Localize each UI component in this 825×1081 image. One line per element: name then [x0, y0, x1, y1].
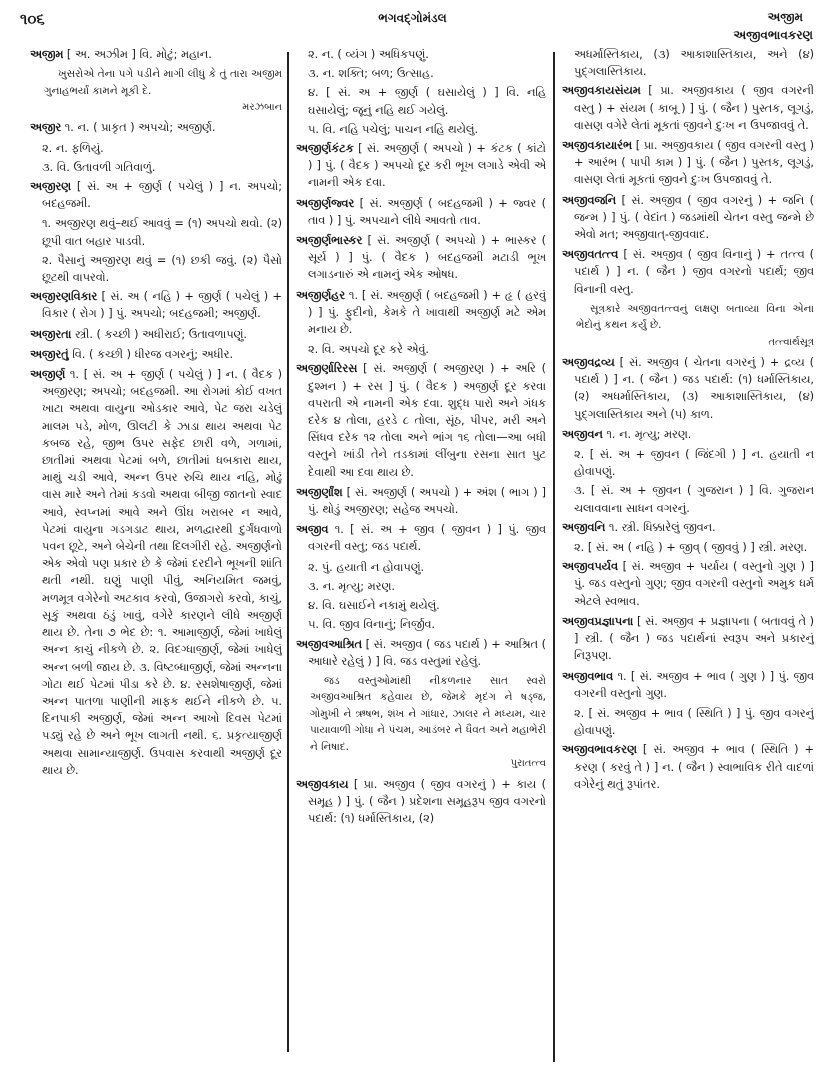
- definition: [ સં. અજીવ ( જડ પદાર્થ ) + આશ્રિત ( આધારે રહેલું ) ] વિ. જડ વસ્તુમાં રહેલું.: [308, 637, 546, 668]
- sub-sense: ૨. [ સં. અ + જીવન ( જિંદગી ) ] ન. હયાતી ન હોવાપણું.: [574, 448, 814, 479]
- dictionary-entry: [562, 354, 814, 423]
- dictionary-entry: [562, 192, 814, 244]
- headword: અજીર: [30, 121, 62, 135]
- definition: [ પ્રા. અજીવ ( જીવ વગરનું ) + કાય ( સમૂહ ) ] પું. ( જૈન ) પ્રદેશના સમૂહરૂપ જીવ વગરનો પદાર્થ: (૧) ધર્માસ્તિકાય, (૨): [308, 777, 546, 826]
- dictionary-entry: [562, 741, 814, 793]
- definition: [ સં. અજીર્ણ ( અપચો ) + ભાસ્કર ( સૂર્ય ) ] પું. ( વૈદક ) બદહજમી મટાડી ભૂખ લગાડનારું એ નામનું એક ઓષધ.: [308, 234, 546, 282]
- definition: [ સં. અજીર્ણ ( અજીરણ ) + અરિ ( દુશ્મન ) + રસ ] પું. ( વૈદક ) અજીર્ણ દૂર કરવા વપરાતી એ નામની એક દવા. શુદ્ધ પારો અને ગંધક દરેક ૪ તોલા, હરડે ૮ તોલા, સૂંઠ, પીપર, મરી અને સિંધવ દરેક ૧૨ તોલા અને ભાંગ ૧૬ તોલા—આ બધી વસ્તુને ખાંડી તેને તડકામાં લીંબુના રસના સાત પુટ દેવાથી આ દવા થાય છે.: [308, 362, 546, 479]
- citation-quote: સૂત્રકારે અજીવતત્ત્વનું લક્ષણ બતાવ્યા વિના એના ભેદોનું કથન કર્યું છે.: [576, 302, 814, 332]
- headword: અજીવકાયારંભ: [562, 139, 632, 153]
- dictionary-entry: [296, 636, 546, 670]
- citation-quote: જડ વસ્તુઓમાંથી નીકળનાર સાત સ્વરો અજીવઆશ્રિત કહેવાય છે, જેમકે મૃદંગ ને ષડ્જ, ગોમુખી ને ઋષભ, શંખ ને ગાંધાર, ઝાલર ને મધ્યમ, ચાર પાયાવાળી ગોધા ને પંચમ, આડંબર ને ધૈવત અને મહાભેરી ને નિષાદ.: [310, 674, 546, 753]
- headword: અજીરણ: [30, 180, 72, 194]
- column-divider: [553, 52, 555, 1062]
- dictionary-entry: [296, 776, 546, 828]
- running-title: ભગવદ્ગોમંડલ: [378, 11, 447, 25]
- sub-sense: ૨. પું. હયાતી ન હોવાપણું.: [308, 560, 425, 574]
- dictionary-entry: [562, 558, 814, 610]
- dictionary-entry: [296, 360, 546, 480]
- dictionary-entry: [562, 668, 814, 702]
- definition: [ સં. અ ( નહિ ) + જીર્ણ ( પચેલું ) + વિકાર ( રોગ ) ] પું. અપચો; બદહજમી; અજીર્ણ.: [42, 290, 282, 321]
- definition: સ્ત્રી. ( કચ્છી ) અધીરાઈ; ઉતાવળાપણું.: [75, 327, 247, 341]
- dictionary-entry: [296, 287, 546, 339]
- headword: અજીવપ્રજ્ઞાપના: [562, 614, 634, 628]
- dictionary-entry: [30, 178, 282, 212]
- headword: અજીરણવિકાર: [30, 290, 98, 304]
- headword: અજીવદ્રવ્ય: [562, 356, 615, 370]
- sub-sense: ૫. વિ. જીવ વિનાનું; નિર્જીવ.: [308, 618, 435, 632]
- definition: [ સં. અજીર્ણ ( અપચો ) + અંશ ( ભાગ ) ] પું. થોડું અજીરણ; સહેજ અપચો.: [308, 485, 546, 517]
- headword: અજીમ: [30, 48, 64, 61]
- sub-sense: ૩. ન. શક્તિ; બળ; ઉત્સાહ.: [308, 67, 434, 81]
- citation-source: તત્ત્વાર્થસૂત્ર: [768, 336, 814, 348]
- definition: [ સં. અજીર્ણ ( બદહજમી ) + જ્વર ( તાવ ) ] પું. અપચાને લીધે આવતો તાવ.: [308, 196, 546, 227]
- page-header: [0, 0, 825, 48]
- citation-source: પુરાતત્ત્વ: [510, 758, 546, 770]
- definition: [ સં. અજીવ + પ્રજ્ઞાપના ( બતાવવું તે ) ] સ્ત્રી. ( જૈન ) જડ પદાર્થનાં સ્વરૂપ અને પ્રકારનું નિરૂપણ.: [574, 614, 814, 663]
- headword: અજીર્ણજ્વર: [296, 196, 355, 210]
- definition: [ સં. અજીવ + પર્યાય ( વસ્તુનો ગુણ ) ] પું. જડ વસ્તુનો ગુણ; જીવ વગરની વસ્તુનો અમુક ધર્મ એટલે સ્વભાવ.: [574, 560, 814, 608]
- sub-sense: ૩. [ સં. અ + જીવન ( ગુજરાન ) ] વિ. ગુજરાન ચલાવવાના સાધન વગરનું.: [574, 484, 814, 515]
- sub-sense: ૩. ન. મૃત્યુ; મરણ.: [308, 579, 395, 593]
- headword: અજીવ: [296, 523, 329, 537]
- definition: [ પ્રા. અજીવકાય ( જીવ વગરની વસ્તુ ) + આરંભ ( પાપી કામ ) ] પું. ( જૈન ) પુસ્તક, લૂગડું, વાસણ લેતાં મૂકતાં જીવને દુઃખ ઉપજાવવું તે.: [574, 139, 814, 187]
- definition: વિ. ( કચ્છી ) ધીરજ વગરનું; અધીર.: [72, 347, 234, 361]
- citation-source: મરઝબાન: [242, 102, 282, 114]
- headword: અજીર્ણકંટક: [296, 142, 354, 156]
- sub-sense: ૫. વિ. નહિ પચેલું; પાચન નહિ થયેલું.: [308, 122, 479, 136]
- dictionary-entry: [30, 288, 282, 322]
- dictionary-entry: [562, 246, 814, 298]
- column-left: [30, 46, 282, 1056]
- dictionary-entry: [562, 426, 814, 443]
- headword: અજીર્ણહર: [296, 288, 346, 302]
- definition: [ સં. અજીર્ણ ( અપચો ) + કંટક ( કાંટો ) ] પું. ( વૈદક ) અપચો દૂર કરી ભૂખ લગાડે એવી એ નામની એક દવા.: [308, 142, 546, 190]
- headword: અજીવકાયસંયમ: [562, 84, 641, 98]
- sub-sense: ૨. વિ. અપચો દૂર કરે એવું.: [308, 343, 429, 357]
- sub-sense: ૧. અજીરણ થવું–થઈ આવવું = (૧) અપચો થવો. (૨) છૂપી વાત બહાર પાડવી.: [42, 217, 282, 248]
- sub-sense: અધર્માસ્તિકાય, (૩) આકાશાસ્તિકાય, અને (૪) પુદ્ગલાસ્તિકાય.: [574, 48, 814, 79]
- column-divider: [287, 52, 289, 1052]
- headword: અજીર્ણભાસ્કર: [296, 234, 363, 248]
- dictionary-entry: [30, 46, 282, 63]
- definition: [ સં. અ + જીર્ણ ( પચેલું ) ] ન. અપચો; બદહજમી.: [42, 180, 282, 211]
- definition: ૧. [ સં. અજીવ + ભાવ ( ગુણ ) ] પું. જીવ વગરની વસ્તુનો ગુણ.: [574, 669, 814, 700]
- sub-sense: ૨. પૈસાનું અજીરણ થવું = (૧) છકી જવું. (૨) પૈસો છૂટથી વાપરવો.: [42, 253, 282, 285]
- guide-word-last: અજીવભાવકરણ: [733, 28, 813, 42]
- headword: અજીવજનિ: [562, 193, 617, 207]
- definition: [ અ. અઝીમ ] વિ. મોટું; મહાન.: [66, 48, 212, 61]
- sub-sense: ૪. [ સં. અ + જીર્ણ ( ઘસાયેલું ) ] વિ. નહિ ઘસાયેલું; જૂનું નહિ થઈ ગયેલું.: [308, 86, 546, 117]
- column-right: [562, 46, 814, 1056]
- sub-sense: ૨. [ સં. અજીવ + ભાવ ( સ્થિતિ ) ] પું. જીવ વગરનું હોવાપણું.: [574, 706, 814, 738]
- dictionary-entry: [562, 519, 814, 536]
- headword: અજીવભાવકરણ: [562, 743, 637, 757]
- sub-sense: ૨. ન. ( વ્યંગ ) અધિકપણું.: [308, 48, 429, 61]
- dictionary-columns: [0, 46, 825, 1066]
- sub-sense: ૨. [ સં. અ ( નહિ ) + જીવ્ ( જીવવું ) ] સ્ત્રી. મરણ.: [574, 541, 808, 555]
- definition: ૧. ન. મૃત્યુ; મરણ.: [606, 427, 692, 441]
- headword: અજીવભાવ: [562, 669, 614, 683]
- definition: ૧. ન. ( પ્રાકૃત ) અપચો; અજીર્ણ.: [64, 121, 216, 135]
- dictionary-entry: [296, 521, 546, 555]
- definition: ૧. [ સં. અજીર્ણ ( બદહજમી ) + હૃ ( હરવું ) ] પું. ફુદીનો, કેમકે તે ખાવાથી અજીર્ણ મટે એમ મનાય છે.: [308, 288, 546, 337]
- dictionary-entry: [296, 140, 546, 192]
- dictionary-entry: [296, 195, 546, 229]
- sub-sense: ૩. વિ. ઉતાવળી ગતિવાળું.: [42, 160, 156, 174]
- headword: અજીવન: [562, 427, 603, 441]
- dictionary-entry: [562, 82, 814, 134]
- definition: [ સં. અજીવ + ભાવ ( સ્થિતિ ) + કરણ ( કરવું તે ) ] ન. ( જૈન ) સ્વાભાવિક રીતે વાદળાં વગેરેનું થતું રૂપાંતર.: [574, 743, 814, 791]
- headword: અજીરતા: [30, 327, 72, 341]
- dictionary-entry: [562, 613, 814, 665]
- headword: અજીવનિ: [562, 520, 606, 534]
- headword: અજીવપર્યવ: [562, 560, 618, 574]
- headword: અજીર્ણાંશ: [296, 485, 343, 499]
- dictionary-entry: [30, 119, 282, 136]
- headword: અજીરતું: [30, 347, 69, 361]
- headword: અજીવતત્ત્વ: [562, 248, 619, 262]
- sub-sense: ૨. ન. ફળિયું.: [42, 141, 104, 155]
- definition: ૧. સ્ત્રી. ધિક્કારેલું જીવન.: [608, 520, 716, 534]
- definition: [ પ્રા. અજીવકાય ( જીવ વગરની વસ્તુ ) + સંયમ ( કાબૂ ) ] પું. ( જૈન ) પુસ્તક, લૂગડું, વાસણ વગેરે લેતાં મૂકતાં જીવને દુઃખ ન ઉપજાવવું તે.: [574, 84, 814, 132]
- dictionary-entry: [30, 346, 282, 363]
- headword: અજીવકાય: [296, 777, 349, 791]
- headword: અજીવઆશ્રિત: [296, 637, 362, 651]
- headword: અજીર્ણારિરસ: [296, 362, 358, 376]
- citation-quote: ખુસરોએ તેના પગે પડીને માગી લીધું કે તું તારા અજીમ ગુનાહભર્યાં કામને મૂકી દે.: [44, 68, 282, 97]
- dictionary-entry: [296, 484, 546, 518]
- dictionary-entry: [562, 137, 814, 189]
- headword: અજીર્ણ: [30, 368, 66, 382]
- dictionary-entry: [296, 232, 546, 284]
- definition: [ સં. અજીવ ( જીવ વગરનું ) + જનિ ( જન્મ ) ] પું. ( વેદાંત ) જડમાંથી ચેતન વસ્તુ જન્મે છે એવો મત; અજીવાત્-જીવવાદ.: [574, 193, 814, 242]
- sub-sense: ૪. વિ. ઘસાઈને નકામું થયેલું.: [308, 599, 440, 613]
- dictionary-entry: [30, 366, 282, 779]
- definition: [ સં. અજીવ ( જીવ વિનાનું ) + તત્ત્વ ( પદાર્થ ) ] ન. ( જૈન ) જીવ વગરનો પદાર્થ; જીવ વિનાની વસ્તુ.: [574, 248, 814, 296]
- guide-word-first: અજીમ: [767, 10, 803, 24]
- definition: ૧. [ સં. અ + જીવ ( જીવન ) ] પું. જીવ વગરની વસ્તુ; જડ પદાર્થ.: [308, 523, 546, 554]
- dictionary-entry: [30, 326, 282, 343]
- page-number: ૧૦૬: [20, 10, 45, 28]
- column-middle: [296, 46, 546, 1056]
- definition: ૧. [ સં. અ + જીર્ણ ( પચેલું ) ] ન. ( વૈદક ) અજીરણ; અપચો; બદહજમી. આ રોગમાં કોઈ વખત ખાટા અથવા વાયુના ઓડકાર આવે, પેટ જરા ચડેલું માલમ પડે, મોળ, ઊલટી કે ઝાડા થાય અથવા પેટ કબજ રહે, જીભ ઉપર સફેદ છારી વળે, ગળામાં, છાતીમાં અથવા પેટમાં બળે, છાતીમાં ધબકારા થાય, માથું ચડી આવે, અન્ન ઉપર રુચિ થાય નહિ, મોઢું વાસ મારે અને તેમાં કડવો અથવા બીજી જાતનો સ્વાદ આવે, સ્વપ્નમાં આવે અને ઊંઘ ખરાબર ન આવે, પેટમાં વાયુના ગડગડાટ થાય, મળદ્વારથી દુર્ગંધવાળો પવન છૂટે, અને બેચેની તથા દિલગીરી રહે. અજીર્ણનો એક એવો પણ પ્રકાર છે કે જેમાં દરદીને ભૂખની શાંતિ થતી નથી. ઘણું પાણી પીવું, અનિયમિત જમવું, મળમૂત્ર વગેરેનો અટકાવ કરવો, ઉજાગરો કરવો, કાચું, સૂકું અથવા ઠંડું ખાવું, વગેરે કારણને લીધે અજીર્ણ થાય છે. તેના ૭ ભેદ છે: ૧. આમાજીર્ણ, જેમાં ખાધેલું અન્ન કાચું નીકળે છે. ૨. વિદગ્ધાજીર્ણ, જેમાં ખાધેલું અન્ન બળી જાય છે. ૩. વિષ્ટબ્ધાજીર્ણ, જેમાં અન્નના ગોટા થઈ પેટમાં પીડા કરે છે. ૪. રસશેષાજીર્ણ, જેમાં અન્ન પાતળા પાણીની માફક થઈને નીકળે છે. ૫. દિનપાકી અજીર્ણ, જેમાં અન્ન આખો દિવસ પેટમાં પડ્યું રહે છે અને ભૂખ લાગતી નથી. ૬. પ્રકૃત્યાજીર્ણ અથવા સામાન્યાજીર્ણ. ઉપવાસ કરવાથી અજીર્ણ દૂર થાય છે.: [42, 368, 282, 777]
- definition: [ સં. અજીવ ( ચેતના વગરનું ) + દ્રવ્ય ( પદાર્થ ) ] ન. ( જૈન ) જડ પદાર્થ: (૧) ધર્માસ્તિકાય, (૨) અધર્માસ્તિકાય, (૩) આકાશાસ્તિકાય, (૪) પુદ્ગલાસ્તિકાય અને (૫) કાળ.: [574, 356, 814, 421]
